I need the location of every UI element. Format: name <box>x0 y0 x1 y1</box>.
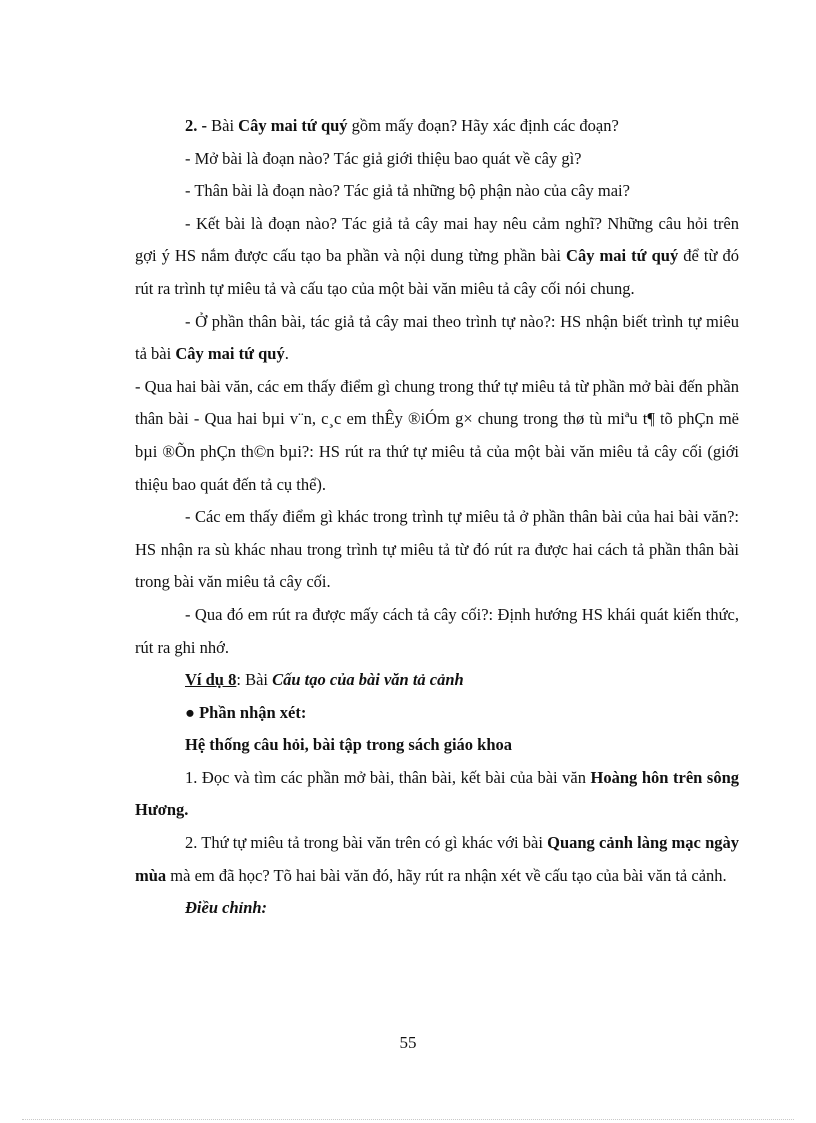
text-run: . <box>284 344 289 364</box>
question-intro: - Mở bài là đoạn nào? Tác giả giới thiệu bao quát về cây gì? <box>185 148 582 168</box>
text-run: : Bài <box>236 670 273 690</box>
text-run: mà em đã học? Tõ hai bài văn đó, hãy rút ra nhận xét về cấu tạo của bài văn tả cảnh. <box>166 865 727 885</box>
lesson-title: Cây mai tứ quý <box>566 246 679 266</box>
text-run: để từ đó rút ra trình tự miêu tả và cấu tạo của một bài văn miêu tả cây cối nói chung. <box>135 246 739 298</box>
adjustment-label: Điều chỉnh: <box>185 898 268 918</box>
text-run: - Kết bài là đoạn nào? Tác giả tả cây mai hay nêu cảm nghĩ? Những câu hỏi trên gợi ý HS nắm được cấu tạo ba phần và nội dung từng phần bài <box>135 213 739 266</box>
question-body-order <box>135 306 739 371</box>
lesson-title: Cây mai tứ quý <box>175 344 285 364</box>
lesson-title: Cây mai tứ quý <box>238 116 348 135</box>
text-run: 2. Thứ tự miêu tả trong bài văn trên có gì khác với bài <box>185 833 548 853</box>
question-how-many: - Qua đó em rút ra được mấy cách tả cây cối?: Định hướng HS khái quát kiến thức, rút ra ghi nhớ. <box>135 604 739 657</box>
question-differences: - Các em thấy điểm gì khác trong trình tự miêu tả ở phần thân bài của hai bài văn?: HS nhận ra sù khác nhau trong trình tự miêu tả từ đó rút ra được hai cách tả phần thân bài trong bài văn miêu tả cây cối. <box>135 507 739 592</box>
text-run: 1. Đọc và tìm các phần mở bài, thân bài, kết bài của bài văn <box>185 767 591 787</box>
lesson-title: Hoàng hôn trên sông Hương. <box>135 767 739 820</box>
page-number: 55 <box>399 1033 417 1052</box>
body-text <box>135 110 739 925</box>
lesson-title: Quang cảnh làng mạc ngày mùa <box>135 833 739 885</box>
question-2 <box>135 110 739 143</box>
text-run: gồm mấy đoạn? Hãy xác định các đoạn? <box>347 116 619 135</box>
example-title: Cấu tạo của bài văn tả cảnh <box>272 670 464 690</box>
exercise-1 <box>135 762 739 827</box>
page-bottom-divider <box>22 1119 794 1120</box>
question-conclusion <box>135 208 739 306</box>
question-common-order: - Qua hai bài văn, các em thấy điểm gì chung trong thứ tự miêu tả từ phần mở bài đến phần thân bài - Qua hai bµi v¨n, c¸c em thÊy ®iÓm g× chung trong thø tù miªu t¶ tõ phÇn më bµi ®Õn phÇn th©n bµi?: HS rút ra thứ tự miêu tả của một bài văn miêu tả cây cối (giới thiệu bao quát đến tả cụ thể). <box>135 376 739 494</box>
subsection-heading: Hệ thống câu hỏi, bài tập trong sách giáo khoa <box>185 735 513 755</box>
text-run: Bài <box>211 116 239 135</box>
exercise-2 <box>135 827 739 892</box>
text-run: - Ở phần thân bài, tác giả tả cây mai theo trình tự nào?: HS nhận biết trình tự miêu tả bài <box>135 311 739 364</box>
example-label: Ví dụ 8 <box>185 670 237 690</box>
example-heading <box>135 664 739 697</box>
question-number: 2. - <box>185 116 212 135</box>
question-body: - Thân bài là đoạn nào? Tác giả tả những bộ phận nào của cây mai? <box>185 181 630 201</box>
section-heading: ● Phần nhận xét: <box>185 702 307 722</box>
